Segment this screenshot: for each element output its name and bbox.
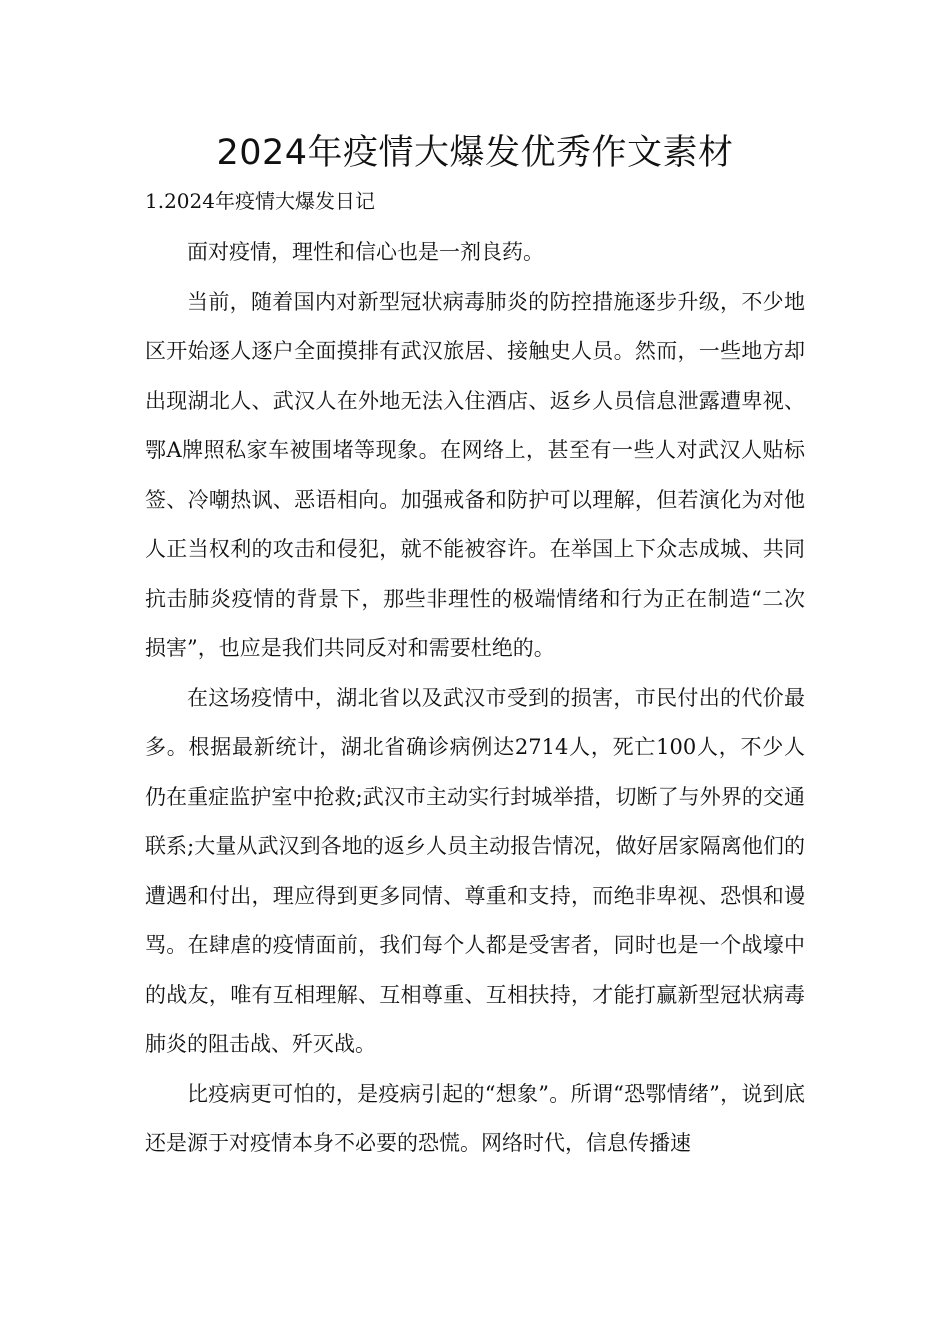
document-body [145,228,805,1169]
paragraph-4: 比疫病更可怕的，是疫病引起的“想象”。所谓“恐鄂情绪”，说到底还是源于对疫情本身不必要的恐慌。网络时代，信息传播速 [145,1081,805,1155]
paragraph-3: 在这场疫情中，湖北省以及武汉市受到的损害，市民付出的代价最多。根据最新统计，湖北省确诊病例达2714人，死亡100人，不少人仍在重症监护室中抢救;武汉市主动实行封城举措，切断了与外界的交通联系;大量从武汉到各地的返乡人员主动报告情况，做好居家隔离他们的遭遇和付出，理应得到更多同情、尊重和支持，而绝非卑视、恐惧和谩骂。在肆虐的疫情面前，我们每个人都是受害者，同时也是一个战壕中的战友，唯有互相理解、互相尊重、互相扶持，才能打赢新型冠状病毒肺炎的阻击战、歼灭战。 [145,685,805,1056]
paragraph-2: 当前，随着国内对新型冠状病毒肺炎的防控措施逐步升级，不少地区开始逐人逐户全面摸排有武汉旅居、接触史人员。然而，一些地方却出现湖北人、武汉人在外地无法入住酒店、返乡人员信息泄露遭卑视、鄂A牌照私家车被围堵等现象。在网络上，甚至有一些人对武汉人贴标签、冷嘲热讽、恶语相向。加强戒备和防护可以理解，但若演化为对他人正当权利的攻击和侵犯，就不能被容许。在举国上下众志成城、共同抗击肺炎疫情的背景下，那些非理性的极端情绪和行为正在制造“二次损害”，也应是我们共同反对和需要杜绝的。 [145,289,805,660]
document-title: 2024年疫情大爆发优秀作文素材 [216,133,734,173]
section-heading: 1.2024年疫情大爆发日记 [145,189,375,213]
paragraph-1: 面对疫情，理性和信心也是一剂良药。 [187,240,544,264]
